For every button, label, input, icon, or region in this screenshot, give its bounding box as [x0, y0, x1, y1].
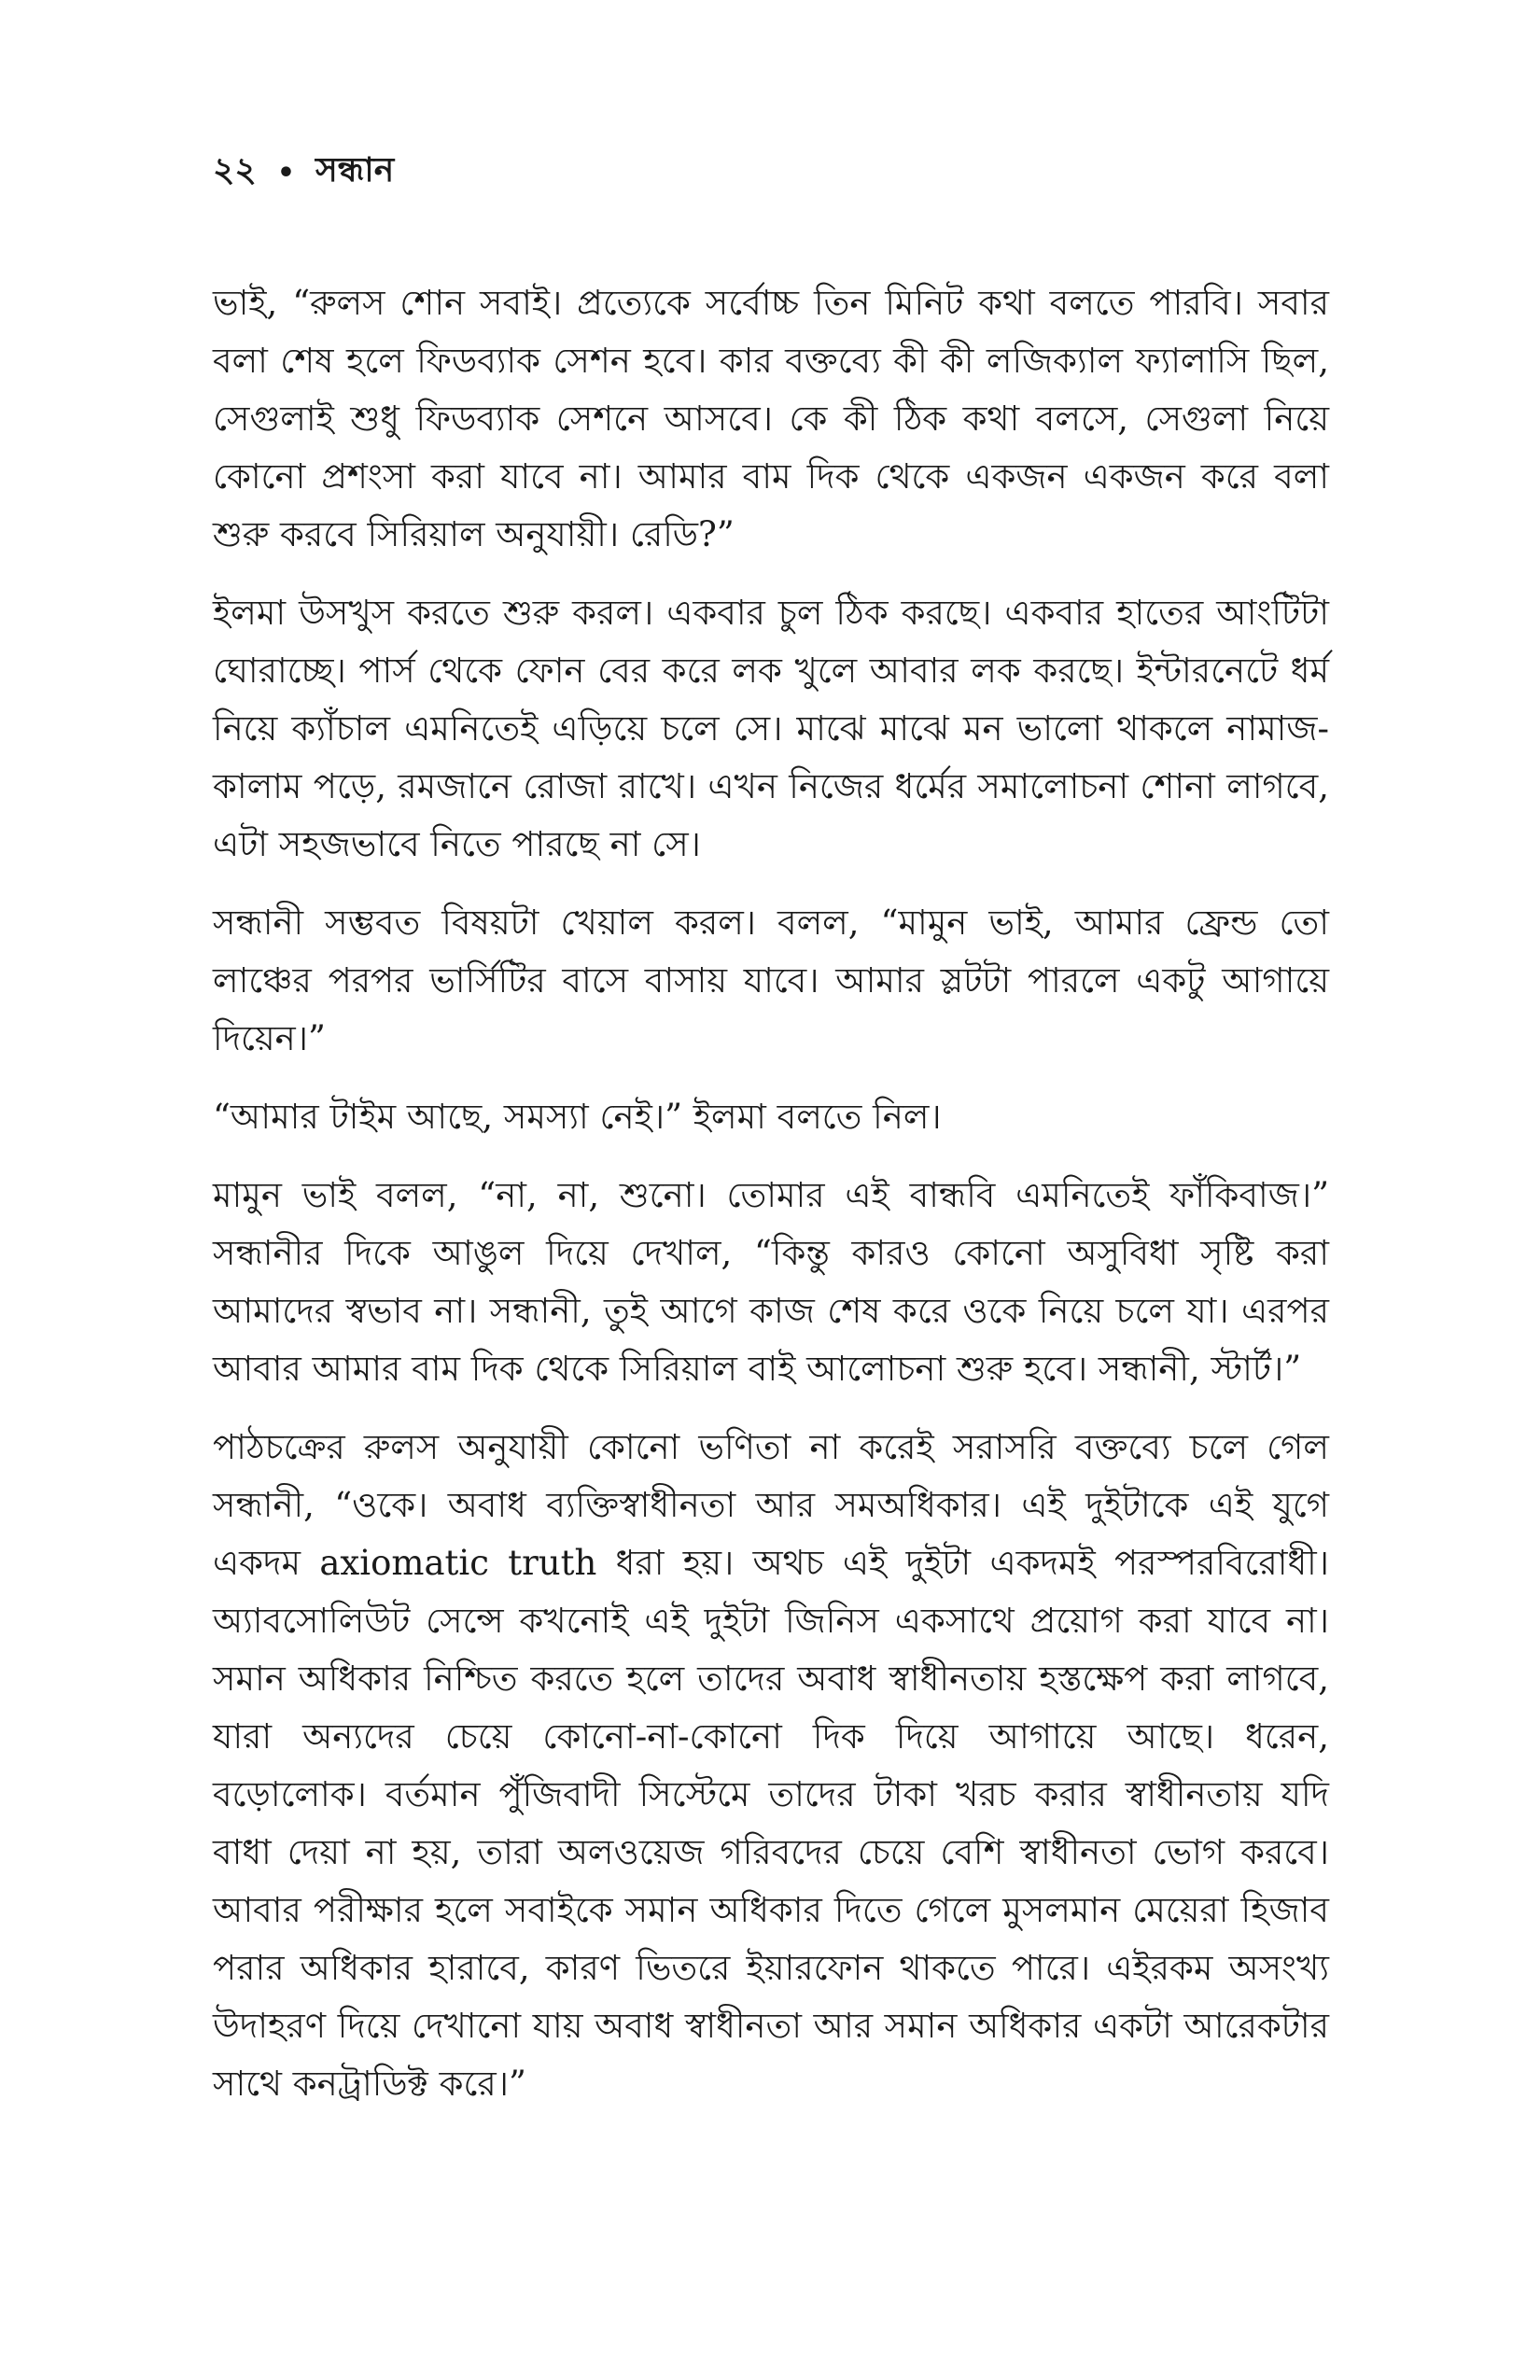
page-number: ২২	[213, 151, 257, 189]
book-title: সন্ধান	[315, 151, 395, 189]
body-text	[213, 274, 1329, 2113]
paragraph-ilma-reply: “আমার টাইম আছে, সমস্যা নেই।” ইলমা বলতে নিল।	[213, 1097, 942, 1137]
book-page	[213, 140, 1329, 2134]
running-head	[213, 140, 1329, 205]
paragraph-sondhani-request: সন্ধানী সম্ভবত বিষয়টা খেয়াল করল। বলল, “মামুন ভাই, আমার ফ্রেন্ড তো লাঞ্চের পরপর ভার্সিটির বাসে বাসায় যাবে। আমার স্লটটা পারলে একটু আগায়ে দিয়েন।”	[213, 903, 1329, 1058]
paragraph-sondhani-argument: পাঠচক্রের রুলস অনুযায়ী কোনো ভণিতা না করেই সরাসরি বক্তব্যে চলে গেল সন্ধানী, “ওকে। অবাধ ব্যক্তিস্বাধীনতা আর সমঅধিকার। এই দুইটাকে এই যুগে একদম axiomatic truth ধরা হয়। অথচ এই দুইটা একদমই পরস্পরবিরোধী। অ্যাবসোলিউট সেন্সে কখনোই এই দুইটা জিনিস একসাথে প্রয়োগ করা যাবে না। সমান অধিকার নিশ্চিত করতে হলে তাদের অবাধ স্বাধীনতায় হস্তক্ষেপ করা লাগবে, যারা অন্যদের চেয়ে কোনো-না-কোনো দিক দিয়ে আগায়ে আছে। ধরেন, বড়োলোক। বর্তমান পুঁজিবাদী সিস্টেমে তাদের টাকা খরচ করার স্বাধীনতায় যদি বাধা দেয়া না হয়, তারা অলওয়েজ গরিবদের চেয়ে বেশি স্বাধীনতা ভোগ করবে। আবার পরীক্ষার হলে সবাইকে সমান অধিকার দিতে গেলে মুসলমান মেয়েরা হিজাব পরার অধিকার হারাবে, কারণ ভিতরে ইয়ারফোন থাকতে পারে। এইরকম অসংখ্য উদাহরণ দিয়ে দেখানো যায় অবাধ স্বাধীনতা আর সমান অধিকার একটা আরেকটার সাথে কনট্রাডিক্ট করে।”	[213, 1427, 1329, 2104]
paragraph-ilma-fidgeting: ইলমা উসখুস করতে শুরু করল। একবার চুল ঠিক করছে। একবার হাতের আংটিটা ঘোরাচ্ছে। পার্স থেকে ফোন বের করে লক খুলে আবার লক করছে। ইন্টারনেটে ধর্ম নিয়ে ক্যাঁচাল এমনিতেই এড়িয়ে চলে সে। মাঝে মাঝে মন ভালো থাকলে নামাজ-কালাম পড়ে, রমজানে রোজা রাখে। এখন নিজের ধর্মের সমালোচনা শোনা লাগবে, এটা সহজভাবে নিতে পারছে না সে।	[213, 593, 1329, 864]
paragraph-mamun-reply: মামুন ভাই বলল, “না, না, শুনো। তোমার এই বান্ধবি এমনিতেই ফাঁকিবাজ।” সন্ধানীর দিকে আঙুল দিয়ে দেখাল, “কিন্তু কারও কোনো অসুবিধা সৃষ্টি করা আমাদের স্বভাব না। সন্ধানী, তুই আগে কাজ শেষ করে ওকে নিয়ে চলে যা। এরপর আবার আমার বাম দিক থেকে সিরিয়াল বাই আলোচনা শুরু হবে। সন্ধানী, স্টার্ট।”	[213, 1175, 1329, 1389]
separator-bullet: •	[276, 156, 296, 189]
paragraph-rules: ভাই, “রুলস শোন সবাই। প্রত্যেকে সর্বোচ্চ তিন মিনিট কথা বলতে পারবি। সবার বলা শেষ হলে ফিডব্যাক সেশন হবে। কার বক্তব্যে কী কী লজিক্যাল ফ্যালাসি ছিল, সেগুলাই শুধু ফিডব্যাক সেশনে আসবে। কে কী ঠিক কথা বলসে, সেগুলা নিয়ে কোনো প্রশংসা করা যাবে না। আমার বাম দিক থেকে একজন একজন করে বলা শুরু করবে সিরিয়াল অনুযায়ী। রেডি?”	[213, 283, 1329, 554]
